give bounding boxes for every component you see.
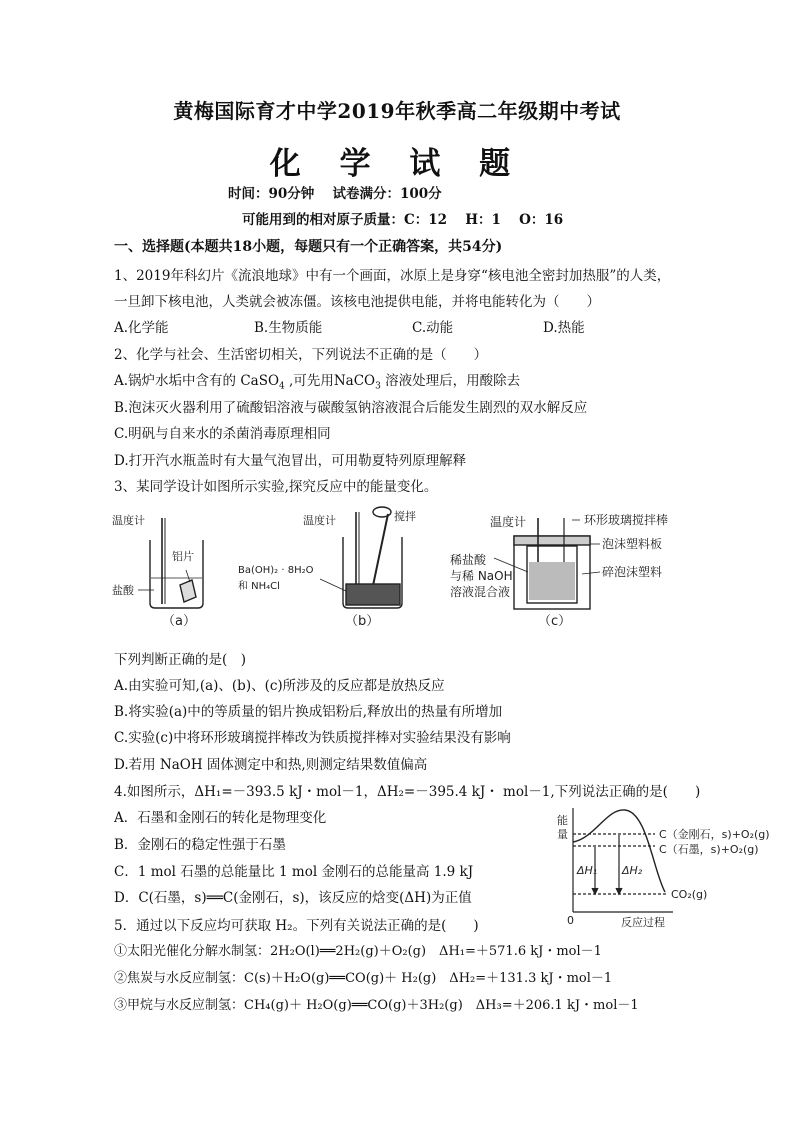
caption-b: （b） (345, 614, 380, 629)
q2-option-b: B.泡沫灭火器利用了硫酸铝溶液与碳酸氢钠溶液混合后能发生剧烈的双水解反应 (114, 400, 588, 416)
subject-title: 化 学 试 题 (269, 146, 525, 182)
q5-stem: 5．通过以下反应均可获取 H₂。下列有关说法正确的是( ) (114, 918, 479, 934)
q4-option-d: D．C(石墨，s)══C(金刚石，s)，该反应的焓变(ΔH)为正值 (114, 890, 472, 906)
label-thermometer-b: 温度计 (303, 514, 336, 527)
q3-apparatus-figure (110, 500, 690, 635)
label-reagent-1: Ba(OH)₂ · 8H₂O (238, 565, 314, 576)
q5-reaction-2: ②焦炭与水反应制氢：C(s)＋H₂O(g)══CO(g)＋ H₂(g) ΔH₂=＋131.3 kJ・mol－1 (114, 971, 613, 986)
label-mix-1: 稀盐酸 (450, 553, 487, 567)
label-foam-pieces: 碎泡沫塑料 (602, 565, 663, 579)
label-diamond-state: C（金刚石，s)+O₂(g) (659, 828, 770, 841)
label-stirrer-c: 环形玻璃搅拌棒 (584, 513, 669, 527)
q5-reaction-3: ③甲烷与水反应制氢：CH₄(g)＋ H₂O(g)══CO(g)＋3H₂(g) ΔH₃=＋206.1 kJ・mol－1 (114, 998, 639, 1013)
school-title: 黄梅国际育才中学2019年秋季高二年级期中考试 (173, 99, 621, 123)
q2-option-c: C.明矾与自来水的杀菌消毒原理相同 (114, 426, 331, 442)
label-graphite-state: C（石墨，s)+O₂(g) (659, 843, 759, 856)
label-foam-board: 泡沫塑料板 (602, 537, 663, 551)
caption-c: （c） (538, 614, 572, 629)
q4-option-b: B．金刚石的稳定性强于石墨 (114, 837, 286, 853)
label-thermometer-a: 温度计 (112, 514, 145, 527)
label-dh1: ΔH₁ (577, 864, 598, 877)
section-heading: 一、选择题(本题共18小题，每题只有一个正确答案，共54分) (114, 239, 503, 255)
q3-option-c: C.实验(c)中将环形玻璃搅拌棒改为铁质搅拌棒对实验结果没有影响 (114, 730, 511, 746)
caption-a: （a） (162, 614, 196, 629)
q1-option-c: C.动能 (412, 320, 454, 336)
origin-label: 0 (567, 914, 574, 927)
q2-stem: 2、化学与社会、生活密切相关，下列说法不正确的是（ ） (114, 347, 488, 363)
q4-option-a: A．石墨和金刚石的转化是物理变化 (114, 810, 327, 826)
reaction-axis-label: 反应过程 (621, 916, 665, 929)
label-acid: 盐酸 (112, 584, 134, 597)
energy-axis-label-2: 量 (557, 828, 568, 841)
q3-judge: 下列判断正确的是( ) (114, 652, 247, 668)
label-mix-3: 溶液混合液 (450, 585, 511, 599)
q1-stem-line2: 一旦卸下核电池，人类就会被冻僵。该核电池提供电能，并将电能转化为（ ） (114, 294, 600, 310)
q3-stem: 3、某同学设计如图所示实验,探究反应中的能量变化。 (114, 479, 438, 495)
label-reagent-2: 和 NH₄Cl (238, 581, 280, 592)
energy-axis-label-1: 能 (557, 814, 568, 827)
q1-option-b: B.生物质能 (254, 320, 323, 336)
label-co2: CO₂(g) (671, 888, 708, 901)
q2-option-a: A.锅炉水垢中含有的 CaSO$_4$ ,可先用NaCO$_3$ 溶液处理后，用酸除去 (114, 373, 521, 392)
q1-stem-line1: 1、2019年科幻片《流浪地球》中有一个画面，冰原上是身穿“核电池全密封加热服”的人类， (114, 268, 671, 284)
q1-option-d: D.热能 (543, 320, 585, 336)
label-stir: 搅拌 (394, 510, 416, 523)
label-thermometer-c: 温度计 (490, 515, 527, 529)
solid-reagent-b (346, 584, 400, 605)
q1-option-a: A.化学能 (114, 320, 169, 336)
q5-reaction-1: ①太阳光催化分解水制氢：2H₂O(l)══2H₂(g)＋O₂(g) ΔH₁=＋571.6 kJ・mol－1 (114, 944, 602, 959)
q3-option-b: B.将实验(a)中的等质量的铝片换成铝粉后,释放出的热量有所增加 (114, 704, 503, 720)
aluminum-piece (180, 580, 196, 602)
exam-info: 时间：90分钟 试卷满分：100分 (228, 186, 442, 202)
q3-option-d: D.若用 NaOH 固体测定中和热,则测定结果数值偏高 (114, 757, 428, 773)
q2-option-d: D.打开汽水瓶盖时有大量气泡冒出，可用勒夏特列原理解释 (114, 453, 467, 469)
atomic-mass-info: 可能用到的相对原子质量：C：12 H：1 O：16 (242, 212, 564, 228)
q3-option-a: A.由实验可知,(a)、(b)、(c)所涉及的反应都是放热反应 (114, 678, 445, 694)
label-mix-2: 与稀 NaOH (450, 569, 513, 583)
q4-option-c: C．1 mol 石墨的总能量比 1 mol 金刚石的总能量高 1.9 kJ (114, 864, 474, 880)
q4-stem: 4.如图所示，ΔH₁=－393.5 kJ・mol－1，ΔH₂=－395.4 kJ・ mol－1,下列说法正确的是( ) (114, 784, 701, 800)
label-aluminum: 铝片 (172, 550, 194, 563)
q4-energy-diagram (555, 800, 780, 930)
label-dh2: ΔH₂ (622, 864, 643, 877)
